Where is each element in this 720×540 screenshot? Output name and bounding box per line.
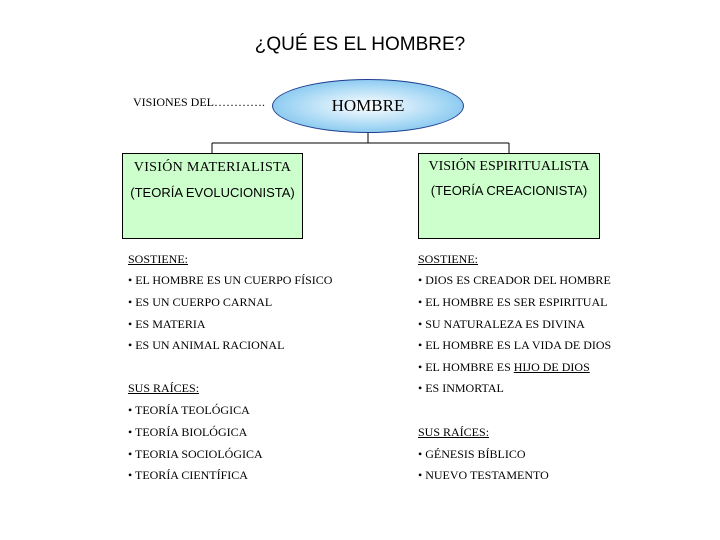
hombre-node bbox=[272, 79, 464, 133]
list-item-hijo-de-dios bbox=[418, 360, 590, 375]
espiritualista-raices-header: SUS RAÍCES: bbox=[418, 425, 490, 439]
espiritualista-title: VISIÓN ESPIRITUALISTA bbox=[428, 159, 590, 174]
list-item: • TEORÍA TEOLÓGICA bbox=[128, 403, 250, 417]
hijo-prefix: • EL HOMBRE ES bbox=[418, 360, 514, 374]
list-item: • ES INMORTAL bbox=[418, 381, 504, 395]
list-item: • TEORIA SOCIOLÓGICA bbox=[128, 447, 263, 461]
espiritualista-sostiene-header: SOSTIENE: bbox=[418, 252, 478, 266]
hombre-node-label: HOMBRE bbox=[331, 96, 405, 115]
list-item: • ES UN ANIMAL RACIONAL bbox=[128, 338, 285, 352]
materialista-box bbox=[122, 153, 303, 239]
page-title: ¿QUÉ ES EL HOMBRE? bbox=[254, 34, 466, 55]
materialista-subtitle: (TEORÍA EVOLUCIONISTA) bbox=[130, 185, 295, 200]
list-item: • TEORÍA BIOLÓGICA bbox=[128, 425, 248, 439]
hijo-underlined: HIJO DE DIOS bbox=[513, 360, 590, 374]
materialista-raices-header: SUS RAÍCES: bbox=[128, 381, 200, 395]
list-item: • SU NATURALEZA ES DIVINA bbox=[418, 317, 585, 331]
espiritualista-subtitle: (TEORÍA CREACIONISTA) bbox=[430, 183, 588, 198]
materialista-sostiene-header: SOSTIENE: bbox=[128, 252, 188, 266]
list-item: • EL HOMBRE ES UN CUERPO FÍSICO bbox=[128, 273, 333, 287]
list-item: • EL HOMBRE ES LA VIDA DE DIOS bbox=[418, 338, 612, 352]
list-item: • GÉNESIS BÍBLICO bbox=[418, 447, 526, 461]
list-item: • EL HOMBRE ES SER ESPIRITUAL bbox=[418, 295, 608, 309]
espiritualista-box bbox=[418, 153, 600, 239]
list-item: • NUEVO TESTAMENTO bbox=[418, 468, 549, 482]
materialista-title: VISIÓN MATERIALISTA bbox=[133, 160, 292, 175]
list-item: • ES UN CUERPO CARNAL bbox=[128, 295, 273, 309]
visiones-label: VISIONES DEL…………. bbox=[133, 95, 265, 109]
list-item: • TEORÍA CIENTÍFICA bbox=[128, 468, 248, 482]
list-item: • ES MATERIA bbox=[128, 317, 206, 331]
list-item: • DIOS ES CREADOR DEL HOMBRE bbox=[418, 273, 611, 287]
